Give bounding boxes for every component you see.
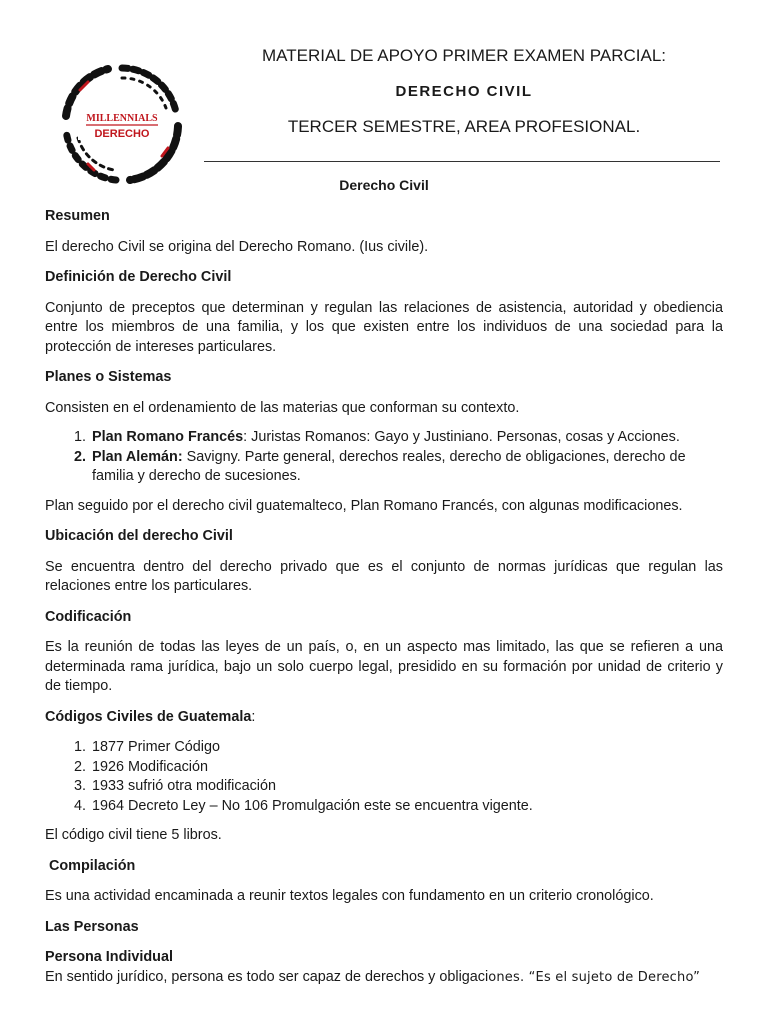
heading-personas: Las Personas — [45, 918, 139, 935]
codigos-list — [45, 738, 723, 816]
text-compilacion: Es una actividad encaminada a reunir textos legales con fundamento en un criterio cronológico. — [45, 888, 654, 904]
planes-list — [45, 428, 723, 487]
header-line-1: MATERIAL DE APOYO PRIMER EXAMEN PARCIAL: — [262, 46, 666, 65]
text-planes-intro: Consisten en el ordenamiento de las materias que conforman su contexto. — [45, 399, 520, 416]
text-resumen: El derecho Civil se origina del Derecho Romano. (Ius civile). — [45, 238, 429, 255]
list-item: 2. 1926 Modificación — [90, 758, 723, 778]
header-line-3: TERCER SEMESTRE, AREA PROFESIONAL. — [287, 117, 641, 136]
text-planes-outro: Plan seguido por el derecho civil guatemalteco, Plan Romano Francés, con algunas modificaciones. — [45, 497, 683, 514]
heading-codigos: Códigos Civiles de Guatemala: — [45, 708, 256, 725]
header-divider — [204, 161, 720, 162]
list-item: 3. 1933 sufrió otra modificación — [90, 777, 723, 797]
list-item: 1. 1877 Primer Código — [90, 738, 723, 758]
list-item: 4. 1964 Decreto Ley – No 106 Promulgación este se encuentra vigente. — [90, 797, 723, 817]
text-ubicacion: Se encuentra dentro del derecho privado que es el conjunto de normas jurídicas que regulan las relaciones entre los particulares. — [45, 558, 723, 594]
text-codificacion: Es la reunión de todas las leyes de un país, o, en un aspecto mas limitado, las que se refieren a una determinada rama jurídica, bajo un solo cuerpo legal, presidido en su formación por unidad de criterio y de tiempo. — [45, 639, 723, 694]
heading-codificacion: Codificación — [45, 608, 132, 625]
text-persona-individual: En sentido jurídico, persona es todo ser capaz de derechos y obligaciones. “Es el sujeto de Derecho” — [45, 968, 701, 985]
heading-ubicacion: Ubicación del derecho Civil — [45, 528, 233, 544]
heading-persona-individual: Persona Individual — [45, 949, 173, 965]
list-item: 1. Plan Romano Francés: Juristas Romanos: Gayo y Justiniano. Personas, cosas y Acciones. — [90, 428, 723, 448]
logo-text-derecho: DERECHO — [94, 128, 150, 140]
heading-planes: Planes o Sistemas — [45, 369, 172, 385]
document-title: Derecho Civil — [339, 177, 429, 193]
heading-resumen: Resumen — [45, 208, 110, 224]
document-body — [45, 207, 723, 987]
logo-text-millennials: MILLENNIALS — [86, 113, 158, 124]
millennials-derecho-logo — [58, 60, 186, 188]
text-codigos-outro: El código civil tiene 5 libros. — [45, 827, 222, 843]
list-item: 2. Plan Alemán: Savigny. Parte general, derechos reales, derecho de obligaciones, derecho de familia y derecho de sucesiones. — [90, 448, 723, 487]
header-line-2: DERECHO CIVIL — [395, 83, 533, 100]
text-definicion: Conjunto de preceptos que determinan y regulan las relaciones de asistencia, autoridad y obediencia entre los miembros de una familia, y los que existen entre los individuos de una sociedad para la protección de intereses particulares. — [45, 299, 723, 355]
heading-compilacion: Compilación — [49, 857, 136, 874]
heading-definicion: Definición de Derecho Civil — [45, 269, 232, 285]
